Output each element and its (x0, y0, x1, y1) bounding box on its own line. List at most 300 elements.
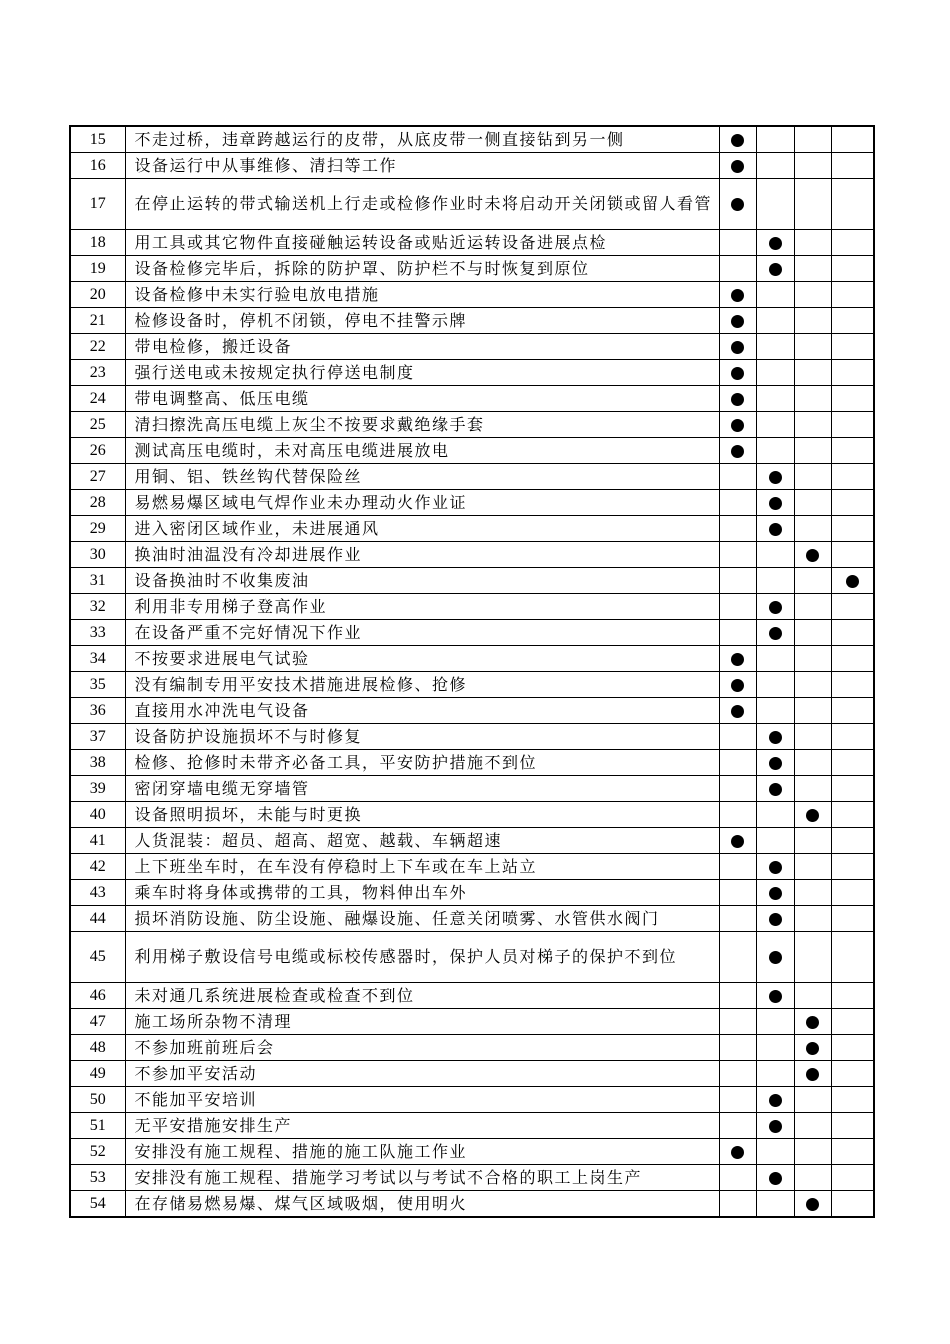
level-2-cell (756, 412, 794, 438)
bullet-dot-icon (769, 783, 782, 796)
level-3-cell (794, 594, 831, 620)
row-number: 40 (70, 802, 125, 828)
level-3-cell (794, 620, 831, 646)
bullet-dot-icon (769, 523, 782, 536)
violation-description: 直接用水冲洗电气设备 (125, 698, 719, 724)
violation-description: 设备运行中从事维修、清扫等工作 (125, 153, 719, 179)
level-1-cell (719, 698, 756, 724)
level-1-cell (719, 750, 756, 776)
level-4-cell (831, 1139, 874, 1165)
level-4-cell (831, 594, 874, 620)
violation-description: 乘车时将身体或携带的工具，物料伸出车外 (125, 880, 719, 906)
level-1-cell (719, 620, 756, 646)
violation-description: 设备防护设施损坏不与时修复 (125, 724, 719, 750)
violation-description: 进入密闭区域作业，未进展通风 (125, 516, 719, 542)
level-3-cell (794, 776, 831, 802)
level-3-cell (794, 1061, 831, 1087)
level-1-cell (719, 672, 756, 698)
table-row (70, 542, 874, 568)
level-4-cell (831, 438, 874, 464)
bullet-dot-icon (731, 419, 744, 432)
row-number: 46 (70, 983, 125, 1009)
bullet-dot-icon (806, 549, 819, 562)
violation-description: 强行送电或未按规定执行停送电制度 (125, 360, 719, 386)
level-2-cell (756, 490, 794, 516)
level-3-cell (794, 1087, 831, 1113)
table-row (70, 334, 874, 360)
row-number: 25 (70, 412, 125, 438)
bullet-dot-icon (806, 1068, 819, 1081)
level-3-cell (794, 516, 831, 542)
row-number: 29 (70, 516, 125, 542)
bullet-dot-icon (806, 809, 819, 822)
level-4-cell (831, 334, 874, 360)
row-number: 16 (70, 153, 125, 179)
level-1-cell (719, 1009, 756, 1035)
table-row (70, 282, 874, 308)
level-3-cell (794, 438, 831, 464)
row-number: 47 (70, 1009, 125, 1035)
level-4-cell (831, 542, 874, 568)
bullet-dot-icon (769, 497, 782, 510)
bullet-dot-icon (769, 731, 782, 744)
level-4-cell (831, 906, 874, 932)
level-2-cell (756, 724, 794, 750)
table-row (70, 1139, 874, 1165)
level-2-cell (756, 983, 794, 1009)
row-number: 44 (70, 906, 125, 932)
violation-description: 在设备严重不完好情况下作业 (125, 620, 719, 646)
violation-description: 在存储易燃易爆、煤气区域吸烟，使用明火 (125, 1191, 719, 1218)
row-number: 50 (70, 1087, 125, 1113)
level-1-cell (719, 646, 756, 672)
level-4-cell (831, 698, 874, 724)
level-1-cell (719, 802, 756, 828)
level-3-cell (794, 179, 831, 230)
level-2-cell (756, 386, 794, 412)
level-1-cell (719, 1139, 756, 1165)
violation-description: 设备照明损坏，未能与时更换 (125, 802, 719, 828)
level-2-cell (756, 256, 794, 282)
violation-description: 在停止运转的带式输送机上行走或检修作业时未将启动开关闭锁或留人看管 (125, 179, 719, 230)
violation-description: 不能加平安培训 (125, 1087, 719, 1113)
bullet-dot-icon (769, 471, 782, 484)
level-3-cell (794, 932, 831, 983)
bullet-dot-icon (731, 289, 744, 302)
level-1-cell (719, 983, 756, 1009)
bullet-dot-icon (769, 263, 782, 276)
bullet-dot-icon (806, 1198, 819, 1211)
level-1-cell (719, 230, 756, 256)
bullet-dot-icon (769, 861, 782, 874)
violation-description: 人货混装：超员、超高、超宽、越载、车辆超速 (125, 828, 719, 854)
level-1-cell (719, 360, 756, 386)
violation-description: 用铜、铝、铁丝钩代替保险丝 (125, 464, 719, 490)
level-2-cell (756, 360, 794, 386)
row-number: 28 (70, 490, 125, 516)
bullet-dot-icon (769, 1094, 782, 1107)
row-number: 18 (70, 230, 125, 256)
table-row (70, 230, 874, 256)
level-4-cell (831, 620, 874, 646)
violation-description: 不按要求进展电气试验 (125, 646, 719, 672)
level-1-cell (719, 828, 756, 854)
violation-description: 未对通几系统进展检查或检查不到位 (125, 983, 719, 1009)
level-3-cell (794, 1139, 831, 1165)
bullet-dot-icon (731, 160, 744, 173)
bullet-dot-icon (731, 705, 744, 718)
level-2-cell (756, 230, 794, 256)
level-3-cell (794, 724, 831, 750)
table-row (70, 1009, 874, 1035)
table-row (70, 620, 874, 646)
table-row (70, 776, 874, 802)
level-4-cell (831, 386, 874, 412)
level-4-cell (831, 1191, 874, 1218)
level-2-cell (756, 1061, 794, 1087)
violation-description: 易燃易爆区域电气焊作业未办理动火作业证 (125, 490, 719, 516)
table-row (70, 490, 874, 516)
level-3-cell (794, 126, 831, 153)
row-number: 31 (70, 568, 125, 594)
bullet-dot-icon (731, 653, 744, 666)
level-3-cell (794, 880, 831, 906)
violation-description: 施工场所杂物不清理 (125, 1009, 719, 1035)
level-2-cell (756, 1113, 794, 1139)
violation-description: 利用梯子敷设信号电缆或标校传感器时，保护人员对梯子的保护不到位 (125, 932, 719, 983)
table-row (70, 153, 874, 179)
level-1-cell (719, 880, 756, 906)
level-2-cell (756, 880, 794, 906)
violation-description: 换油时油温没有冷却进展作业 (125, 542, 719, 568)
violation-description: 利用非专用梯子登高作业 (125, 594, 719, 620)
level-4-cell (831, 646, 874, 672)
table-row (70, 594, 874, 620)
row-number: 26 (70, 438, 125, 464)
level-4-cell (831, 1087, 874, 1113)
table-row (70, 802, 874, 828)
level-2-cell (756, 308, 794, 334)
violation-description: 没有编制专用平安技术措施进展检修、抢修 (125, 672, 719, 698)
violation-description: 设备检修中未实行验电放电措施 (125, 282, 719, 308)
level-3-cell (794, 308, 831, 334)
violation-description: 无平安措施安排生产 (125, 1113, 719, 1139)
bullet-dot-icon (731, 445, 744, 458)
table-row (70, 1165, 874, 1191)
level-3-cell (794, 1191, 831, 1218)
bullet-dot-icon (731, 393, 744, 406)
bullet-dot-icon (769, 951, 782, 964)
level-4-cell (831, 282, 874, 308)
level-2-cell (756, 906, 794, 932)
level-4-cell (831, 828, 874, 854)
violation-description: 带电调整高、低压电缆 (125, 386, 719, 412)
level-2-cell (756, 646, 794, 672)
level-2-cell (756, 153, 794, 179)
table-body (70, 126, 874, 1217)
row-number: 24 (70, 386, 125, 412)
level-1-cell (719, 464, 756, 490)
level-2-cell (756, 1165, 794, 1191)
level-4-cell (831, 1165, 874, 1191)
level-3-cell (794, 153, 831, 179)
level-1-cell (719, 1035, 756, 1061)
level-1-cell (719, 1191, 756, 1218)
bullet-dot-icon (731, 198, 744, 211)
level-3-cell (794, 983, 831, 1009)
level-1-cell (719, 516, 756, 542)
violation-description: 不走过桥，违章跨越运行的皮带，从底皮带一侧直接钻到另一侧 (125, 126, 719, 153)
level-4-cell (831, 256, 874, 282)
row-number: 49 (70, 1061, 125, 1087)
violation-description: 不参加平安活动 (125, 1061, 719, 1087)
bullet-dot-icon (731, 341, 744, 354)
level-2-cell (756, 282, 794, 308)
level-2-cell (756, 750, 794, 776)
table-row (70, 854, 874, 880)
level-4-cell (831, 776, 874, 802)
level-1-cell (719, 724, 756, 750)
table-row (70, 126, 874, 153)
table-row (70, 672, 874, 698)
level-3-cell (794, 568, 831, 594)
level-2-cell (756, 1087, 794, 1113)
level-2-cell (756, 698, 794, 724)
violation-description: 损坏消防设施、防尘设施、融爆设施、任意关闭喷雾、水管供水阀门 (125, 906, 719, 932)
bullet-dot-icon (731, 679, 744, 692)
row-number: 21 (70, 308, 125, 334)
level-4-cell (831, 1061, 874, 1087)
bullet-dot-icon (769, 1120, 782, 1133)
level-4-cell (831, 880, 874, 906)
level-1-cell (719, 1165, 756, 1191)
level-1-cell (719, 438, 756, 464)
level-3-cell (794, 256, 831, 282)
level-1-cell (719, 906, 756, 932)
level-4-cell (831, 1113, 874, 1139)
level-4-cell (831, 983, 874, 1009)
row-number: 20 (70, 282, 125, 308)
level-2-cell (756, 776, 794, 802)
row-number: 42 (70, 854, 125, 880)
row-number: 38 (70, 750, 125, 776)
row-number: 45 (70, 932, 125, 983)
table-row (70, 724, 874, 750)
violation-description: 检修设备时，停机不闭锁，停电不挂警示牌 (125, 308, 719, 334)
table-row (70, 932, 874, 983)
table-row (70, 828, 874, 854)
bullet-dot-icon (731, 835, 744, 848)
level-4-cell (831, 724, 874, 750)
violation-description: 上下班坐车时，在车没有停稳时上下车或在车上站立 (125, 854, 719, 880)
level-3-cell (794, 854, 831, 880)
level-4-cell (831, 854, 874, 880)
violation-description: 测试高压电缆时，未对高压电缆进展放电 (125, 438, 719, 464)
level-3-cell (794, 464, 831, 490)
level-2-cell (756, 1191, 794, 1218)
level-2-cell (756, 542, 794, 568)
violation-description: 安排没有施工规程、措施学习考试以与考试不合格的职工上岗生产 (125, 1165, 719, 1191)
bullet-dot-icon (769, 913, 782, 926)
level-2-cell (756, 828, 794, 854)
level-3-cell (794, 334, 831, 360)
violation-description: 设备换油时不收集废油 (125, 568, 719, 594)
table-row (70, 1191, 874, 1218)
level-3-cell (794, 412, 831, 438)
level-1-cell (719, 179, 756, 230)
row-number: 54 (70, 1191, 125, 1218)
bullet-dot-icon (806, 1016, 819, 1029)
level-3-cell (794, 698, 831, 724)
level-2-cell (756, 126, 794, 153)
bullet-dot-icon (731, 367, 744, 380)
level-1-cell (719, 1061, 756, 1087)
level-2-cell (756, 438, 794, 464)
table-row (70, 256, 874, 282)
level-3-cell (794, 490, 831, 516)
level-1-cell (719, 282, 756, 308)
level-4-cell (831, 360, 874, 386)
bullet-dot-icon (769, 627, 782, 640)
level-2-cell (756, 334, 794, 360)
level-3-cell (794, 386, 831, 412)
table-row (70, 464, 874, 490)
level-2-cell (756, 854, 794, 880)
row-number: 53 (70, 1165, 125, 1191)
level-3-cell (794, 672, 831, 698)
table-row (70, 179, 874, 230)
level-2-cell (756, 1139, 794, 1165)
level-3-cell (794, 542, 831, 568)
level-4-cell (831, 932, 874, 983)
level-3-cell (794, 1009, 831, 1035)
level-4-cell (831, 1035, 874, 1061)
table-row (70, 412, 874, 438)
level-3-cell (794, 360, 831, 386)
bullet-dot-icon (769, 990, 782, 1003)
row-number: 36 (70, 698, 125, 724)
violation-description: 设备检修完毕后，拆除的防护罩、防护栏不与时恢复到原位 (125, 256, 719, 282)
level-1-cell (719, 568, 756, 594)
bullet-dot-icon (731, 134, 744, 147)
level-2-cell (756, 620, 794, 646)
level-1-cell (719, 542, 756, 568)
level-2-cell (756, 1035, 794, 1061)
level-1-cell (719, 1113, 756, 1139)
bullet-dot-icon (769, 757, 782, 770)
level-4-cell (831, 153, 874, 179)
row-number: 15 (70, 126, 125, 153)
level-3-cell (794, 1165, 831, 1191)
row-number: 51 (70, 1113, 125, 1139)
level-4-cell (831, 672, 874, 698)
table-row (70, 516, 874, 542)
level-4-cell (831, 230, 874, 256)
level-2-cell (756, 594, 794, 620)
table-row (70, 750, 874, 776)
bullet-dot-icon (769, 601, 782, 614)
row-number: 39 (70, 776, 125, 802)
level-2-cell (756, 464, 794, 490)
bullet-dot-icon (731, 315, 744, 328)
table-row (70, 568, 874, 594)
level-4-cell (831, 464, 874, 490)
level-2-cell (756, 1009, 794, 1035)
row-number: 32 (70, 594, 125, 620)
table-row (70, 438, 874, 464)
violation-description: 不参加班前班后会 (125, 1035, 719, 1061)
bullet-dot-icon (846, 575, 859, 588)
row-number: 48 (70, 1035, 125, 1061)
bullet-dot-icon (806, 1042, 819, 1055)
row-number: 35 (70, 672, 125, 698)
level-4-cell (831, 516, 874, 542)
level-1-cell (719, 1087, 756, 1113)
table-row (70, 646, 874, 672)
level-1-cell (719, 932, 756, 983)
row-number: 23 (70, 360, 125, 386)
level-4-cell (831, 308, 874, 334)
level-4-cell (831, 179, 874, 230)
row-number: 33 (70, 620, 125, 646)
bullet-dot-icon (769, 1172, 782, 1185)
level-3-cell (794, 1035, 831, 1061)
row-number: 22 (70, 334, 125, 360)
level-4-cell (831, 126, 874, 153)
level-1-cell (719, 126, 756, 153)
level-3-cell (794, 802, 831, 828)
level-4-cell (831, 750, 874, 776)
level-1-cell (719, 256, 756, 282)
level-1-cell (719, 490, 756, 516)
bullet-dot-icon (769, 887, 782, 900)
violation-description: 密闭穿墙电缆无穿墙管 (125, 776, 719, 802)
level-1-cell (719, 153, 756, 179)
bullet-dot-icon (769, 237, 782, 250)
level-2-cell (756, 516, 794, 542)
level-1-cell (719, 386, 756, 412)
table-row (70, 1035, 874, 1061)
violation-description: 清扫擦洗高压电缆上灰尘不按要求戴绝缘手套 (125, 412, 719, 438)
level-3-cell (794, 282, 831, 308)
row-number: 52 (70, 1139, 125, 1165)
table-row (70, 386, 874, 412)
table-row (70, 1087, 874, 1113)
table-row (70, 1113, 874, 1139)
level-1-cell (719, 412, 756, 438)
row-number: 41 (70, 828, 125, 854)
level-2-cell (756, 802, 794, 828)
level-4-cell (831, 568, 874, 594)
level-2-cell (756, 179, 794, 230)
level-4-cell (831, 412, 874, 438)
level-1-cell (719, 308, 756, 334)
level-1-cell (719, 776, 756, 802)
row-number: 27 (70, 464, 125, 490)
violation-description: 检修、抢修时未带齐必备工具，平安防护措施不到位 (125, 750, 719, 776)
level-1-cell (719, 334, 756, 360)
table-row (70, 698, 874, 724)
level-3-cell (794, 230, 831, 256)
level-1-cell (719, 594, 756, 620)
table-row (70, 1061, 874, 1087)
violations-table (69, 125, 875, 1218)
level-3-cell (794, 906, 831, 932)
row-number: 37 (70, 724, 125, 750)
violation-description: 安排没有施工规程、措施的施工队施工作业 (125, 1139, 719, 1165)
level-2-cell (756, 932, 794, 983)
row-number: 19 (70, 256, 125, 282)
